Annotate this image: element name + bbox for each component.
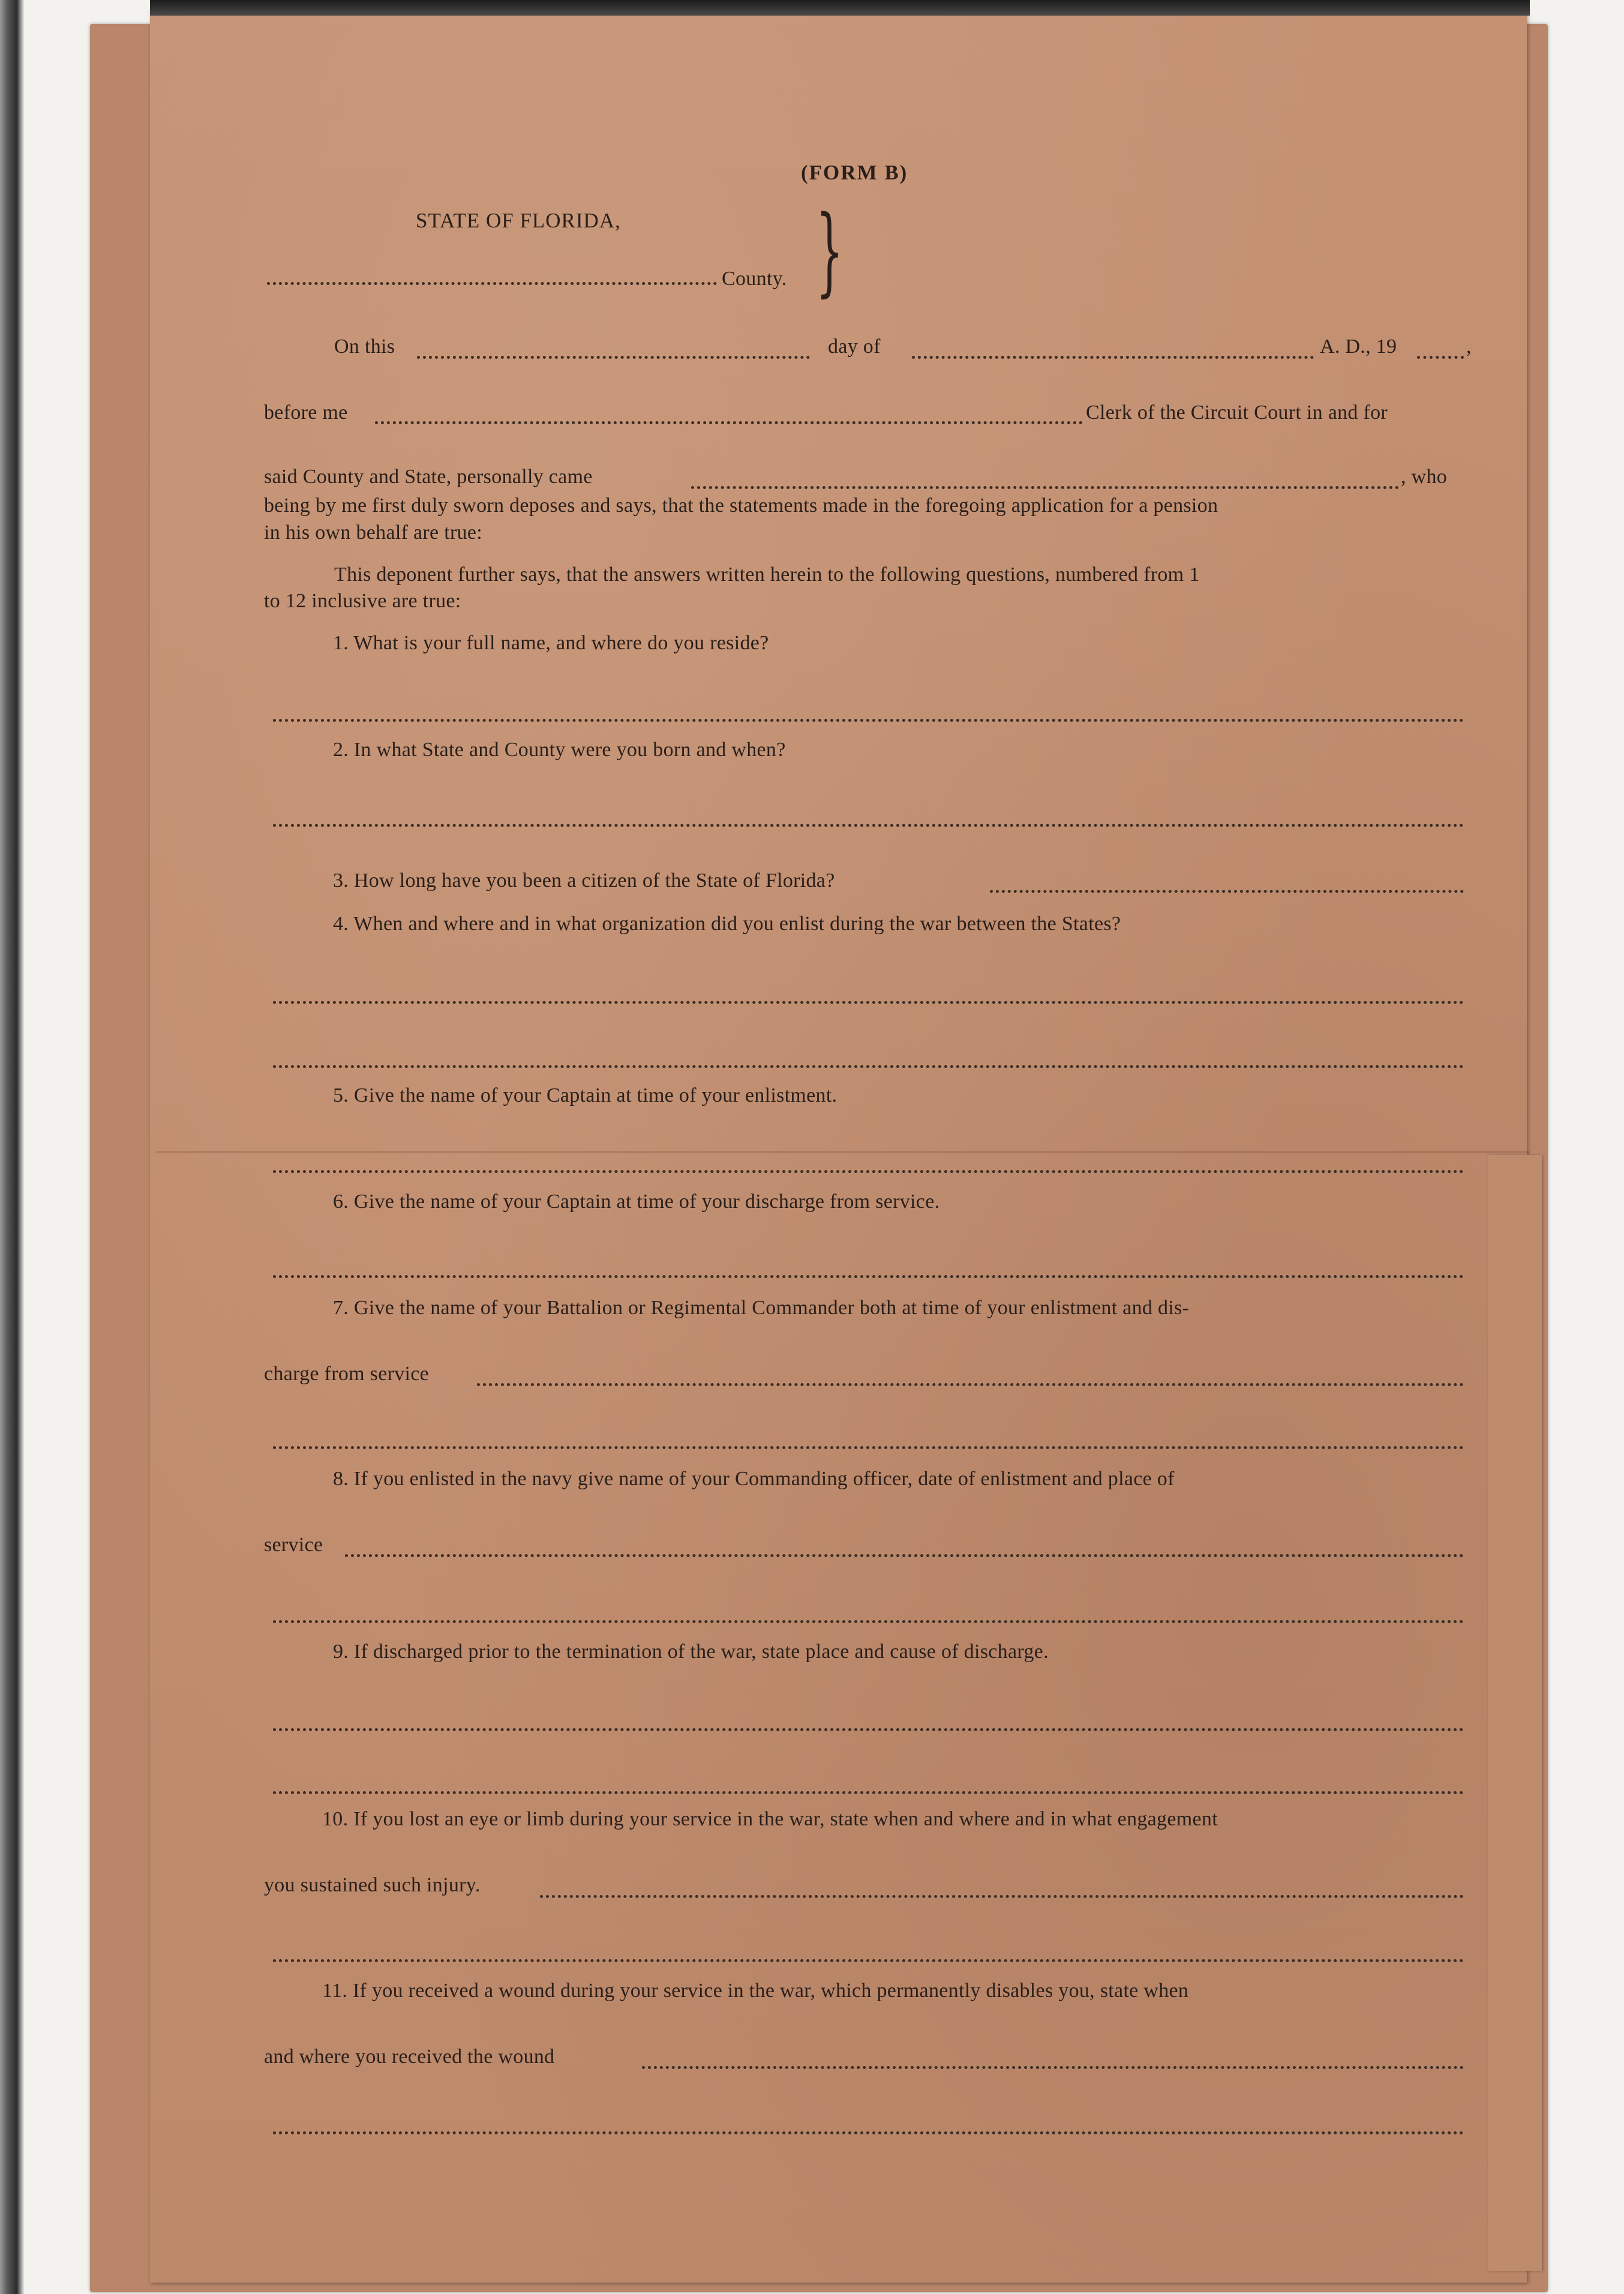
own-behalf-text: in his own behalf are true: bbox=[264, 521, 483, 544]
question-7-line2: charge from service bbox=[264, 1363, 430, 1385]
question-6: 6. Give the name of your Captain at time of your discharge from service. bbox=[333, 1191, 940, 1213]
county-label: County. bbox=[722, 268, 787, 290]
question-11-line2: and where you received the wound bbox=[264, 2046, 555, 2068]
on-this-label: On this bbox=[334, 335, 395, 358]
question-7-line1: 7. Give the name of your Battalion or Regimental Commander both at time of your enlistment and dis- bbox=[333, 1297, 1190, 1319]
year-blank[interactable] bbox=[1417, 332, 1464, 359]
clerk-name-blank[interactable] bbox=[375, 397, 1083, 424]
question-2: 2. In what State and County were you born and when? bbox=[333, 739, 786, 761]
ad-year-label: A. D., 19 bbox=[1320, 335, 1397, 358]
answer-1-blank[interactable] bbox=[273, 695, 1464, 722]
answer-9-blank-2[interactable] bbox=[273, 1767, 1464, 1794]
sworn-statement: being by me first duly sworn deposes and says, that the statements made in the foregoing application for a pension bbox=[264, 494, 1218, 517]
form-title: (FORM B) bbox=[801, 161, 908, 184]
answer-11-blank-1[interactable] bbox=[642, 2042, 1464, 2069]
answer-2-blank[interactable] bbox=[273, 800, 1464, 827]
day-blank[interactable] bbox=[417, 332, 810, 359]
question-10-line2: you sustained such injury. bbox=[264, 1874, 481, 1896]
brace-symbol: } bbox=[816, 194, 843, 307]
question-9: 9. If discharged prior to the termination of the war, state place and cause of discharge. bbox=[333, 1641, 1049, 1663]
question-8-line2: service bbox=[264, 1534, 323, 1556]
answer-6-blank[interactable] bbox=[273, 1251, 1464, 1278]
top-edge-shadow bbox=[150, 0, 1530, 16]
answer-4-blank-2[interactable] bbox=[273, 1041, 1464, 1068]
answer-8-blank-2[interactable] bbox=[273, 1596, 1464, 1623]
state-label: STATE OF FLORIDA, bbox=[416, 209, 621, 232]
county-blank[interactable] bbox=[267, 258, 717, 285]
answer-11-blank-2[interactable] bbox=[273, 2107, 1464, 2134]
question-8-line1: 8. If you enlisted in the navy give name of your Commanding officer, date of enlistment and place of bbox=[333, 1468, 1175, 1490]
answer-8-blank-1[interactable] bbox=[345, 1530, 1464, 1557]
answer-3-blank[interactable] bbox=[990, 866, 1464, 893]
question-4: 4. When and where and in what organization did you enlist during the war between the States? bbox=[333, 913, 1121, 935]
answer-4-blank-1[interactable] bbox=[273, 977, 1464, 1004]
day-of-label: day of bbox=[828, 335, 881, 358]
question-1: 1. What is your full name, and where do you reside? bbox=[333, 632, 769, 654]
answer-10-blank-2[interactable] bbox=[273, 1935, 1464, 1962]
answer-7-blank-2[interactable] bbox=[273, 1422, 1464, 1449]
answer-10-blank-1[interactable] bbox=[540, 1871, 1464, 1898]
ad-year-comma: , bbox=[1466, 335, 1472, 358]
applicant-name-blank[interactable] bbox=[691, 462, 1399, 489]
question-5: 5. Give the name of your Captain at time of your enlistment. bbox=[333, 1084, 837, 1106]
who-label: , who bbox=[1401, 466, 1448, 488]
answer-7-blank-1[interactable] bbox=[477, 1359, 1464, 1386]
scanner-edge bbox=[0, 0, 24, 2294]
question-3: 3. How long have you been a citizen of the State of Florida? bbox=[333, 869, 835, 892]
question-10-line1: 10. If you lost an eye or limb during your service in the war, state when and where and in what engagement bbox=[322, 1808, 1218, 1830]
month-blank[interactable] bbox=[912, 332, 1314, 359]
deponent-text-line2: to 12 inclusive are true: bbox=[264, 590, 461, 612]
before-me-label: before me bbox=[264, 401, 348, 424]
question-11-line1: 11. If you received a wound during your service in the war, which permanently disables you, state when bbox=[322, 1980, 1189, 2002]
answer-9-blank-1[interactable] bbox=[273, 1704, 1464, 1731]
clerk-label: Clerk of the Circuit Court in and for bbox=[1086, 401, 1388, 424]
paper-lower-section bbox=[1488, 1155, 1542, 2271]
said-county-label: said County and State, personally came bbox=[264, 466, 593, 488]
deponent-text-line1: This deponent further says, that the answers written herein to the following questions, numbered from 1 bbox=[334, 563, 1200, 586]
answer-5-blank[interactable] bbox=[273, 1146, 1464, 1173]
